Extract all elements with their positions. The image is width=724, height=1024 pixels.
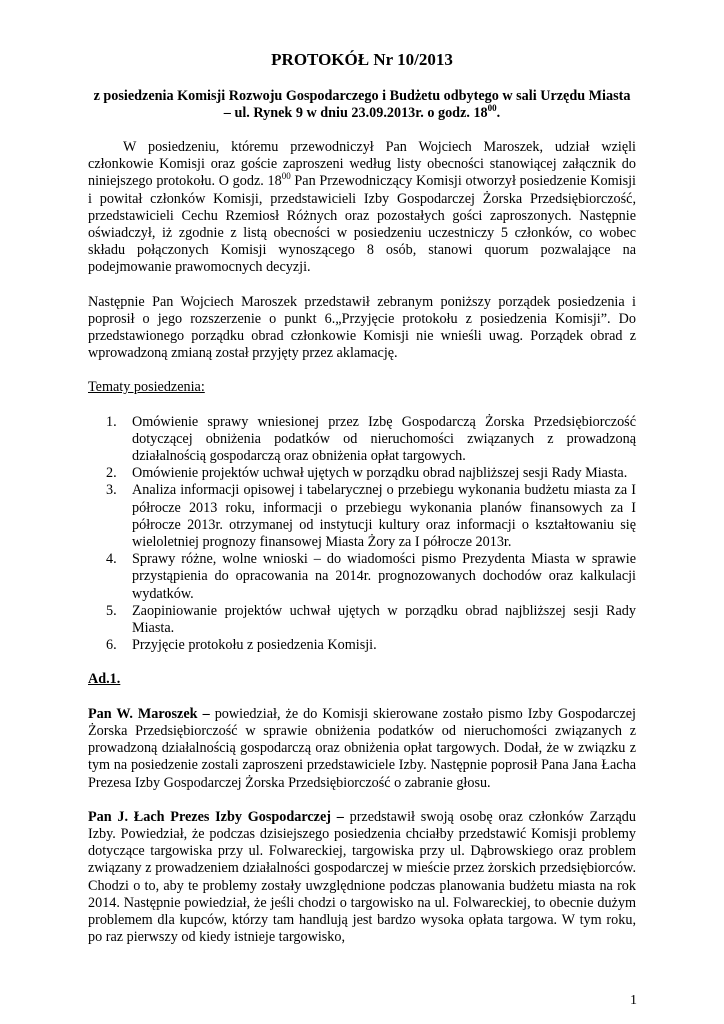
list-item-number: 2. (106, 465, 117, 482)
subtitle-superscript: 00 (487, 103, 497, 113)
speaker-lach: Pan J. Łach Prezes Izby Gospodarczej – (88, 808, 344, 825)
paragraph-maroszek-text: powiedział, że do Komisji skierowane zostało pismo Izby Gospodarczej Żorska Przedsiębiorczość w sprawie obniżenia podatków od nieruchomości związanych z prowadzoną działalnością gospodarczą oraz obniżenia opłat targowych. Dodał, że w związku z tym na posiedzenie zostali zaproszeni przedstawiciele Izby. Następnie poprosił Pana Jana Łacha Prezesa Izby Gospodarczej Żorska Przedsiębiorczość o zabranie głosu. (88, 705, 637, 791)
paragraph-opening-part1: W posiedzeniu, któremu przewodniczył Pan Wojciech Maroszek, udział wzięli członkowie Komisji oraz goście zaproszeni według listy obecności stanowiącej załącznik do niniejszego protokołu. O godz. 18 (88, 139, 636, 190)
paragraph-lach-text: przedstawił swoją osobę oraz członków Zarządu Izby. Powiedział, że podczas dzisiejszego posiedzenia chciałby przedstawić Komisji problemy dotyczące targowiska przy ul. Folwareckiej, targowiska przy ul. Dąbrowskiego oraz problem związany z prowadzeniem działalności gospodarczej w mieście przez żorskich przedsiębiorców. Chodzi o to, aby te problemy zostały uwzględnione podczas planowania budżetu miasta na rok 2014. Następnie powiedział, że jeśli chodzi o targowisko na ul. Folwareckiej, to obecnie dużym problemem dla kupców, którzy tam handlują jest bardzo wysoka opłata targowa. W tym roku, po raz pierwszy od kiedy istnieje targowisko, (88, 808, 636, 946)
speaker-maroszek: Pan W. Maroszek – (88, 705, 210, 722)
paragraph-agenda-intro: Następnie Pan Wojciech Maroszek przedstawił zebranym poniższy porządek posiedzenia i poprosił o jego rozszerzenie o punkt 6.„Przyjęcie protokołu z posiedzenia Komisji”. Do przedstawionego porządku obrad członkowie Komisji nie wnieśli uwag. Porządek obrad z wprowadzoną zmianą został przyjęty przez aklamację. (88, 293, 636, 362)
list-item-number: 3. (106, 482, 117, 499)
ad1-heading: Ad.1. (88, 671, 121, 688)
list-item-number: 1. (106, 413, 117, 430)
subtitle-text: z posiedzenia Komisji Rozwoju Gospodarczego i Budżetu odbytego w sali Urzędu Miasta – ul. Rynek 9 w dniu 23.09.2013r. o godz. 18 (93, 88, 631, 121)
list-item (88, 637, 636, 654)
paragraph-opening-superscript: 00 (281, 171, 291, 182)
paragraph-opening (88, 139, 636, 277)
topics-heading: Tematy posiedzenia: (88, 379, 205, 396)
topics-list (88, 414, 636, 655)
list-item-text: Sprawy różne, wolne wnioski – do wiadomości pismo Prezydenta Miasta w sprawie przystąpienia do opracowania na 2014r. prognozowanych dochodów oraz kalkulacji wydatków. (132, 551, 636, 602)
list-item (88, 414, 636, 466)
list-item-text: Zaopiniowanie projektów uchwał ujętych w porządku obrad najbliższej sesji Rady Miasta. (132, 602, 636, 637)
list-item-number: 5. (106, 602, 117, 619)
list-item-number: 6. (106, 637, 117, 654)
list-item-text: Przyjęcie protokołu z posiedzenia Komisji. (132, 637, 377, 654)
document-body (88, 139, 636, 946)
list-item (88, 465, 636, 482)
list-item (88, 482, 636, 551)
document-title: PROTOKÓŁ Nr 10/2013 (271, 50, 453, 69)
list-item (88, 603, 636, 637)
list-item-text: Omówienie projektów uchwał ujętych w porządku obrad najbliższej sesji Rady Miasta. (132, 465, 628, 482)
list-item-text: Analiza informacji opisowej i tabelarycznej o przebiegu wykonania budżetu miasta za I półrocze 2013 roku, informacji o przebiegu wykonania planów finansowych za I półrocze 2013r. otrzymanej od instytucji kultury oraz informacji o kształtowaniu się wieloletniej prognozy finansowej Miasta Żory za I półrocze 2013r. (132, 482, 636, 551)
list-item (88, 551, 636, 603)
list-item-text: Omówienie sprawy wniesionej przez Izbę Gospodarczą Żorska Przedsiębiorczość dotyczącej obniżenia podatków od nieruchomości związanych z prowadzoną działalnością gospodarczą oraz obniżenia opłat targowych. (132, 413, 636, 465)
document-subtitle (92, 88, 632, 122)
paragraph-maroszek (88, 706, 636, 792)
page-number: 1 (630, 993, 637, 1008)
list-item-number: 4. (106, 551, 117, 568)
subtitle-end: . (496, 105, 501, 121)
paragraph-lach (88, 809, 636, 947)
paragraph-opening-part2: Pan Przewodniczący Komisji otworzył posiedzenie Komisji i powitał członków Komisji, przedstawicieli Izby Gospodarczej Żorska Przedsiębiorczość, przedstawicieli Cechu Rzemiosł Różnych oraz pozostałych gości zaproszonych. Następnie oświadczył, iż zgodnie z listą obecności w posiedzeniu uczestniczy 5 członków, co wobec składu połączonych Komisji wynoszącego 8 osób, stanowi quorum pozwalające na podejmowanie prawomocnych decyzji. (88, 173, 636, 276)
